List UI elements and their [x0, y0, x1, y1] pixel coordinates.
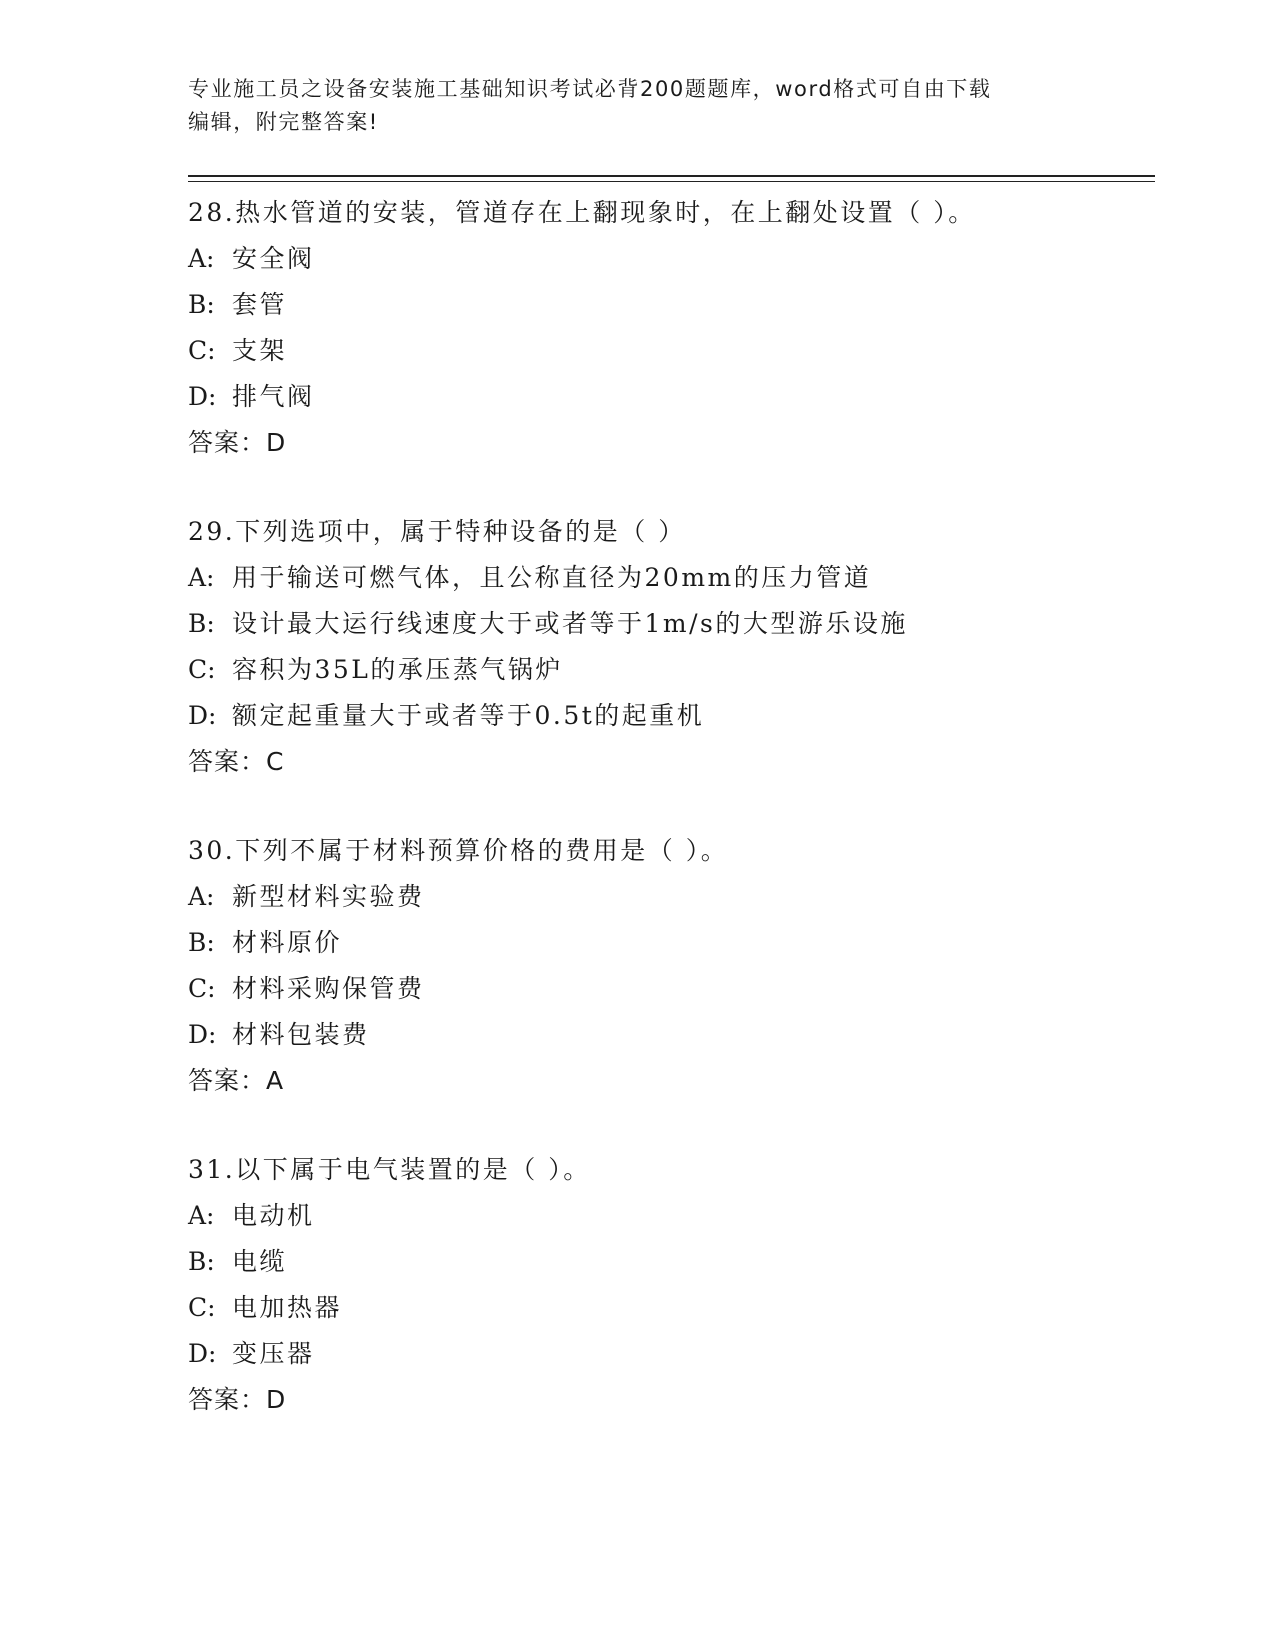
- option-letter: A:: [188, 244, 215, 273]
- option-text: 套管: [232, 290, 288, 319]
- option-text: 用于输送可燃气体，且公称直径为20mm的压力管道: [232, 563, 872, 592]
- option-d: [188, 1012, 1155, 1058]
- question-stem: 28.热水管道的安装，管道存在上翻现象时，在上翻处设置（ ）。: [188, 198, 976, 227]
- option-text: 材料采购保管费: [232, 974, 425, 1003]
- option-text: 设计最大运行线速度大于或者等于1m/s的大型游乐设施: [232, 609, 908, 638]
- question-list: [188, 190, 1155, 1423]
- option-letter: B:: [188, 609, 215, 638]
- option-letter: C:: [188, 336, 216, 365]
- option-text: 支架: [232, 336, 288, 365]
- question-spacer: [188, 466, 1155, 509]
- option-b: [188, 1239, 1155, 1285]
- option-d: [188, 1331, 1155, 1377]
- option-c: [188, 647, 1155, 693]
- header-title-line-1: 专业施工员之设备安装施工基础知识考试必背200题题库，word格式可自由下载: [188, 77, 992, 101]
- option-a: [188, 236, 1155, 282]
- option-text: 材料包装费: [232, 1020, 370, 1049]
- question-31: [188, 1147, 1155, 1423]
- option-letter: D:: [188, 382, 217, 411]
- question-stem: 31.以下属于电气装置的是（ ）。: [188, 1155, 591, 1184]
- header-title-line-2: 编辑，附完整答案!: [188, 110, 379, 134]
- question-stem: 30.下列不属于材料预算价格的费用是（ ）。: [188, 836, 729, 865]
- option-text: 变压器: [232, 1339, 315, 1368]
- option-text: 容积为35L的承压蒸气锅炉: [232, 655, 563, 684]
- option-text: 电加热器: [232, 1293, 343, 1322]
- option-c: [188, 966, 1155, 1012]
- question-spacer: [188, 1104, 1155, 1147]
- option-letter: D:: [188, 701, 217, 730]
- option-a: [188, 555, 1155, 601]
- option-letter: C:: [188, 974, 216, 1003]
- option-letter: B:: [188, 290, 215, 319]
- option-letter: A:: [188, 882, 215, 911]
- header-rule-thin: [188, 181, 1155, 182]
- option-letter: C:: [188, 655, 216, 684]
- option-letter: A:: [188, 1201, 215, 1230]
- option-b: [188, 282, 1155, 328]
- question-spacer: [188, 785, 1155, 828]
- option-text: 材料原价: [232, 928, 343, 957]
- option-text: 排气阀: [232, 382, 315, 411]
- option-d: [188, 693, 1155, 739]
- answer-line: 答案：D: [188, 428, 287, 457]
- option-b: [188, 920, 1155, 966]
- option-a: [188, 874, 1155, 920]
- option-letter: B:: [188, 928, 215, 957]
- question-30: [188, 828, 1155, 1104]
- option-c: [188, 1285, 1155, 1331]
- option-letter: A:: [188, 563, 215, 592]
- option-text: 电动机: [232, 1201, 315, 1230]
- option-c: [188, 328, 1155, 374]
- header-rule-thick: [188, 175, 1155, 177]
- option-text: 安全阀: [232, 244, 315, 273]
- option-letter: D:: [188, 1339, 217, 1368]
- option-text: 额定起重量大于或者等于0.5t的起重机: [232, 701, 705, 730]
- option-letter: D:: [188, 1020, 217, 1049]
- option-a: [188, 1193, 1155, 1239]
- option-text: 新型材料实验费: [232, 882, 425, 911]
- question-28: [188, 190, 1155, 466]
- option-letter: B:: [188, 1247, 215, 1276]
- option-text: 电缆: [232, 1247, 288, 1276]
- option-d: [188, 374, 1155, 420]
- answer-line: 答案：A: [188, 1066, 285, 1095]
- option-b: [188, 601, 1155, 647]
- question-29: [188, 509, 1155, 785]
- answer-line: 答案：D: [188, 1385, 287, 1414]
- question-stem: 29.下列选项中，属于特种设备的是（ ）: [188, 517, 686, 546]
- answer-line: 答案：C: [188, 747, 285, 776]
- option-letter: C:: [188, 1293, 216, 1322]
